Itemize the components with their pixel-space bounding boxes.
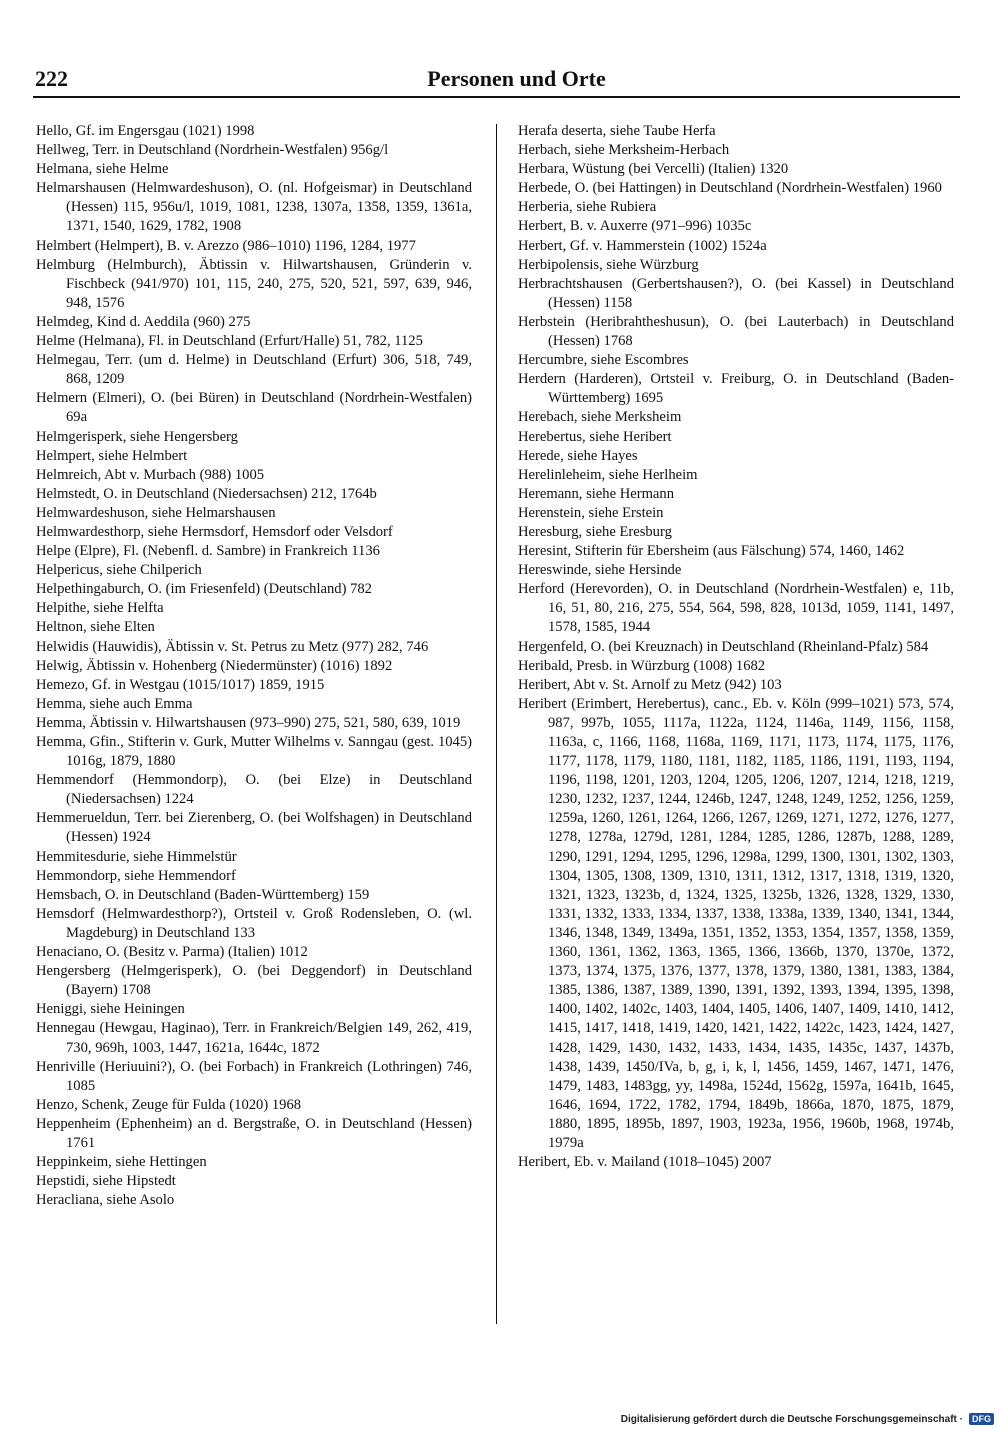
index-entry: Herbara, Wüstung (bei Vercelli) (Italien) 1320 (518, 161, 789, 178)
index-entry: Helpe (Elpre), Fl. (Nebenfl. d. Sambre) in Frankreich 1136 (36, 543, 380, 560)
index-entry: Heracliana, siehe Asolo (36, 1192, 175, 1209)
index-entry: Heniggi, siehe Heiningen (36, 1001, 185, 1018)
index-entry: Heribert, Abt v. St. Arnolf zu Metz (942) 103 (518, 676, 782, 693)
index-entry: Hepstidi, siehe Hipstedt (36, 1173, 176, 1190)
index-entry: Heresburg, siehe Eresburg (518, 523, 672, 540)
index-entry: Heppinkeim, siehe Hettingen (36, 1154, 207, 1171)
index-entry: Hemma, siehe auch Emma (36, 695, 193, 712)
index-entry: Hemmondorp, siehe Hemmendorf (36, 867, 236, 884)
index-entry: Herebach, siehe Merksheim (518, 409, 682, 426)
index-entry: Heltnon, siehe Elten (36, 619, 155, 636)
dfg-logo: DFG (969, 1413, 994, 1425)
index-entry: Helmgerisperk, siehe Hengersberg (36, 428, 238, 445)
footer-text: Digitalisierung gefördert durch die Deutsche Forschungsgemeinschaft · (620, 1413, 963, 1425)
index-entry: Helme (Helmana), Fl. in Deutschland (Erfurt/Halle) 51, 782, 1125 (36, 333, 423, 350)
index-entry: Hellweg, Terr. in Deutschland (Nordrhein-Westfalen) 956g/l (36, 142, 389, 159)
index-entry: Helmdeg, Kind d. Aeddila (960) 275 (36, 313, 251, 330)
index-entry: Henzo, Schenk, Zeuge für Fulda (1020) 1968 (36, 1096, 302, 1113)
index-entry: Helmpert, siehe Helmbert (36, 447, 188, 464)
index-entry: Herbstein (Heribrahtheshusun), O. (bei Lauterbach) in Deutschland (Hessen) 1768 (518, 313, 954, 350)
running-head-title: Personen und Orte (427, 66, 606, 91)
page-number: 222 (35, 66, 68, 91)
index-entry: Helmstedt, O. in Deutschland (Niedersachsen) 212, 1764b (36, 485, 377, 502)
index-entry: Helmern (Elmeri), O. (bei Büren) in Deutschland (Nordrhein-Westfalen) 69a (36, 390, 472, 426)
index-entry: Helmbert (Helmpert), B. v. Arezzo (986–1010) 1196, 1284, 1977 (36, 237, 416, 254)
index-entry: Herafa deserta, siehe Taube Herfa (518, 123, 716, 139)
index-entry: Heribert, Eb. v. Mailand (1018–1045) 2007 (518, 1154, 772, 1171)
index-entry: Helpericus, siehe Chilperich (36, 562, 202, 579)
index-entry: Herdern (Harderen), Ortsteil v. Freiburg, O. in Deutschland (Baden-Württemberg) 1695 (518, 371, 954, 407)
index-entry: Hemma, Gfin., Stifterin v. Gurk, Mutter Wilhelms v. Sanngau (gest. 1045) 1016g, 1879, 1880 (36, 734, 472, 770)
index-entry: Heremann, siehe Hermann (518, 485, 675, 502)
index-entry: Helmegau, Terr. (um d. Helme) in Deutschland (Erfurt) 306, 518, 749, 868, 1209 (36, 352, 472, 388)
index-entry: Henriville (Heriuuini?), O. (bei Forbach) in Frankreich (Lothringen) 746, 1085 (36, 1058, 472, 1094)
index-entry: Helmana, siehe Helme (36, 161, 169, 178)
index-column-left (36, 122, 472, 1210)
index-entry: Herebertus, siehe Heribert (518, 428, 672, 445)
index-entry: Helwig, Äbtissin v. Hohenberg (Niedermünster) (1016) 1892 (36, 657, 393, 674)
index-entry: Hemmitesdurie, siehe Himmelstür (36, 848, 237, 865)
index-entry: Helmwardesthorp, siehe Hermsdorf, Hemsdorf oder Velsdorf (36, 523, 393, 540)
index-column-right (518, 122, 954, 1172)
index-entry: Hercumbre, siehe Escombres (518, 352, 689, 369)
index-entry: Herbert, Gf. v. Hammerstein (1002) 1524a (518, 237, 767, 254)
page-header (33, 64, 960, 98)
index-entry: Herberia, siehe Rubiera (518, 199, 657, 216)
index-entry: Helmburg (Helmburch), Äbtissin v. Hilwartshausen, Gründerin v. Fischbeck (941/970) 101, 115, 240, 275, 520, 521, 597, 639, 946, 948, 1576 (36, 256, 472, 311)
index-entry: Hemmerueldun, Terr. bei Zierenberg, O. (bei Wolfshagen) in Deutschland (Hessen) 1924 (36, 810, 472, 846)
index-entry: Hereswinde, siehe Hersinde (518, 562, 682, 579)
index-entry: Herede, siehe Hayes (518, 447, 638, 464)
index-entry: Heribald, Presb. in Würzburg (1008) 1682 (518, 657, 766, 674)
index-entry: Helwidis (Hauwidis), Äbtissin v. St. Petrus zu Metz (977) 282, 746 (36, 638, 429, 655)
index-entry: Heppenheim (Ephenheim) an d. Bergstraße, O. in Deutschland (Hessen) 1761 (36, 1115, 472, 1151)
index-entry: Herbach, siehe Merksheim-Herbach (518, 142, 730, 159)
index-entry: Helpithe, siehe Helfta (36, 600, 164, 617)
index-entry: Herbede, O. (bei Hattingen) in Deutschland (Nordrhein-Westfalen) 1960 (518, 180, 942, 197)
index-entry: Helmreich, Abt v. Murbach (988) 1005 (36, 466, 265, 483)
index-entry: Hennegau (Hewgau, Haginao), Terr. in Frankreich/Belgien 149, 262, 419, 730, 969h, 1003, 1447, 1621a, 1644c, 1872 (36, 1020, 472, 1056)
index-entry: Hemsbach, O. in Deutschland (Baden-Württemberg) 159 (36, 886, 370, 903)
footer-credit (621, 1411, 994, 1427)
index-entry: Hemmendorf (Hemmondorp), O. (bei Elze) in Deutschland (Niedersachsen) 1224 (36, 772, 472, 808)
index-entry: Herbipolensis, siehe Würzburg (518, 256, 699, 273)
index-entry: Hemezo, Gf. in Westgau (1015/1017) 1859, 1915 (36, 676, 325, 693)
index-entry: Hello, Gf. im Engersgau (1021) 1998 (36, 123, 255, 139)
index-entry: Henaciano, O. (Besitz v. Parma) (Italien) 1012 (36, 944, 308, 961)
index-entry: Herbert, B. v. Auxerre (971–996) 1035c (518, 218, 752, 235)
index-entry: Hemma, Äbtissin v. Hilwartshausen (973–990) 275, 521, 580, 639, 1019 (36, 714, 461, 731)
index-entry: Hemsdorf (Helmwardesthorp?), Ortsteil v. Groß Rodensleben, O. (wl. Magdeburg) in Deutschland 133 (36, 905, 472, 941)
index-entry: Heribert (Erimbert, Herebertus), canc., Eb. v. Köln (999–1021) 573, 574, 987, 997b, 1055, 1117a, 1122a, 1124, 1146a, 1149, 1156, 1158, 1163a, c, 1166, 1168, 1168a, 1169, 1171, 1173, 1174, 1175, 1176, 1177, 1178, 1179, 1180, 1181, 1182, 1185, 1186, 1191, 1193, 1194, 1196, 1198, 1201, 1203, 1204, 1205, 1206, 1207, 1214, 1218, 1219, 1230, 1232, 1237, 1244, 1246b, 1247, 1248, 1249, 1252, 1256, 1259, 1259a, 1260, 1261, 1264, 1266, 1267, 1269, 1271, 1272, 1276, 1277, 1278, 1278a, 1279d, 1281, 1284, 1285, 1286, 1287b, 1288, 1289, 1290, 1291, 1294, 1295, 1296, 1298a, 1299, 1300, 1301, 1302, 1303, 1304, 1305, 1308, 1309, 1310, 1311, 1312, 1317, 1318, 1319, 1320, 1321, 1323, 1323b, d, 1324, 1325, 1325b, 1326, 1328, 1329, 1330, 1331, 1332, 1333, 1334, 1337, 1338, 1338a, 1339, 1340, 1341, 1344, 1346, 1348, 1349, 1349a, 1351, 1352, 1353, 1354, 1357, 1358, 1359, 1360, 1361, 1362, 1363, 1365, 1366, 1366b, 1370, 1370e, 1372, 1373, 1374, 1375, 1376, 1377, 1378, 1379, 1380, 1381, 1383, 1384, 1385, 1386, 1387, 1389, 1390, 1391, 1392, 1393, 1394, 1395, 1398, 1400, 1402, 1402c, 1403, 1404, 1405, 1406, 1407, 1409, 1410, 1412, 1415, 1417, 1418, 1419, 1420, 1421, 1422, 1422c, 1423, 1424, 1427, 1428, 1429, 1430, 1432, 1433, 1434, 1435, 1435c, 1437, 1437b, 1438, 1439, 1450/IVa, b, g, i, k, l, 1456, 1459, 1467, 1471, 1476, 1479, 1483, 1483gg, yy, 1498a, 1524d, 1562g, 1597a, 1641b, 1645, 1646, 1694, 1722, 1782, 1794, 1849b, 1866a, 1870, 1875, 1879, 1880, 1895, 1895b, 1897, 1903, 1923a, 1956, 1960b, 1968, 1974b, 1979a (518, 695, 954, 1151)
index-entry: Heresint, Stifterin für Ebersheim (aus Fälschung) 574, 1460, 1462 (518, 543, 905, 560)
index-entry: Herford (Herevorden), O. in Deutschland (Nordrhein-Westfalen) e, 11b, 16, 51, 80, 216, 275, 554, 564, 598, 828, 1013d, 1059, 1141, 1497, 1578, 1585, 1944 (518, 581, 954, 636)
index-entry: Herenstein, siehe Erstein (518, 504, 664, 521)
column-divider (496, 124, 497, 1324)
index-entry: Herelinleheim, siehe Herlheim (518, 466, 698, 483)
index-entry: Hengersberg (Helmgerisperk), O. (bei Deggendorf) in Deutschland (Bayern) 1708 (36, 963, 472, 999)
index-entry: Helpethingaburch, O. (im Friesenfeld) (Deutschland) 782 (36, 581, 372, 598)
index-entry: Helmarshausen (Helmwardeshuson), O. (nl. Hofgeismar) in Deutschland (Hessen) 115, 956u/l, 1019, 1081, 1238, 1307a, 1358, 1359, 1361a, 1371, 1540, 1629, 1782, 1908 (36, 180, 472, 235)
index-entry: Helmwardeshuson, siehe Helmarshausen (36, 504, 276, 521)
index-entry: Hergenfeld, O. (bei Kreuznach) in Deutschland (Rheinland-Pfalz) 584 (518, 638, 929, 655)
index-entry: Herbrachtshausen (Gerbertshausen?), O. (bei Kassel) in Deutschland (Hessen) 1158 (518, 275, 954, 311)
